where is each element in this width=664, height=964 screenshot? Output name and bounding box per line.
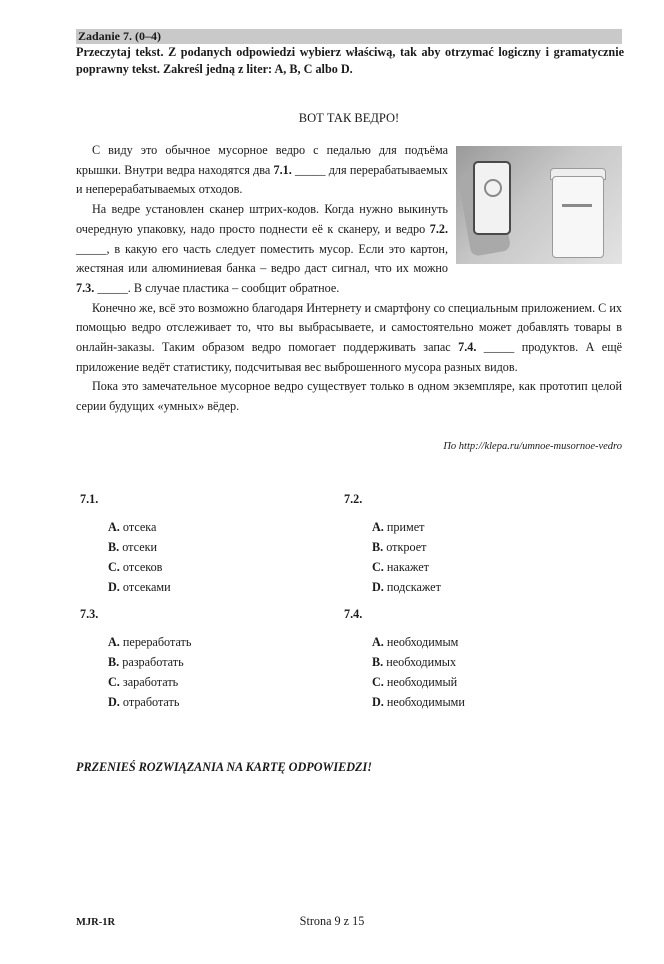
option-c[interactable]: C. накажет — [372, 560, 429, 574]
gap-7-4: 7.4. — [458, 340, 477, 355]
option-c[interactable]: C. отсеков — [108, 560, 163, 574]
option-a[interactable]: A. примет — [372, 520, 425, 534]
option-a[interactable]: A. отсека — [108, 520, 157, 534]
question-7-2 — [344, 490, 441, 597]
option-d[interactable]: D. подскажет — [372, 580, 441, 594]
page-number: Strona 9 z 15 — [299, 914, 365, 928]
trash-bin-icon — [552, 176, 604, 258]
question-7-3 — [80, 605, 191, 712]
gap-7-1: 7.1. — [273, 162, 292, 177]
option-b[interactable]: B. откроет — [372, 540, 427, 554]
question-7-1 — [80, 490, 171, 597]
article-body — [76, 141, 622, 417]
option-b[interactable]: B. разработать — [108, 655, 184, 669]
paragraph-2: На ведре установлен сканер штрих-кодов. Когда нужно выкинуть очередную упаковку, надо просто поднести её к сканеру, и ведро 7.2. _____, в какую его часть следует поместить мусор. Если это картон, жестяная или алюминиевая банка – ведро даст сигнал, что их можно 7.3. _____. В случае пластика – сообщит обратное. — [76, 202, 448, 295]
option-d[interactable]: D. отсеками — [108, 580, 171, 594]
option-d[interactable]: D. отработать — [108, 695, 180, 709]
paragraph-3: Конечно же, всё это возможно благодаря Интернету и смартфону со специальным приложением. С их помощью ведро отслеживает то, что вы выбрасываете, и самостоятельно может добавлять товары в онлайн-заказы. Таким образом ведро помогает поддерживать запас 7.4. _____ продуктов. А ещё приложение ведёт статистику, подсчитывая вес выброшенного мусора разных видов. — [76, 300, 622, 374]
option-b[interactable]: B. отсеки — [108, 540, 158, 554]
question-number: 7.2. — [344, 492, 363, 506]
option-d[interactable]: D. необходимыми — [372, 695, 465, 709]
option-c[interactable]: C. заработать — [108, 675, 179, 689]
article-title: ВОТ ТАК ВЕДРО! — [298, 111, 400, 125]
smartphone-icon — [473, 161, 511, 235]
task-header: Zadanie 7. (0–4) — [76, 29, 622, 44]
option-c[interactable]: C. необходимый — [372, 675, 458, 689]
option-a[interactable]: A. переработать — [108, 635, 192, 649]
option-a[interactable]: A. необходимым — [372, 635, 459, 649]
gap-7-2: 7.2. — [429, 221, 448, 236]
paragraph-1: С виду это обычное мусорное ведро с педалью для подъёма крышки. Внутри ведра находятся два 7.1. _____ для перерабатываемых и неперерабатываемых отходов. — [76, 143, 448, 197]
question-7-4 — [344, 605, 465, 712]
gap-7-3: 7.3. — [76, 280, 95, 295]
transfer-note: PRZENIEŚ ROZWIĄZANIA NA KARTĘ ODPOWIEDZI! — [76, 760, 372, 774]
exam-code: MJR-1R — [76, 917, 116, 928]
task-instruction: Przeczytaj tekst. Z podanych odpowiedzi wybierz właściwą, tak aby otrzymać logiczny i gramatycznie poprawny tekst. Zakreśl jedną z liter: A, B, C albo D. — [76, 45, 624, 76]
question-number: 7.1. — [80, 492, 99, 506]
question-number: 7.4. — [344, 607, 363, 621]
paragraph-4: Пока это замечательное мусорное ведро существует только в одном экземпляре, как прототип целой серии будущих «умных» вёдер. — [76, 379, 622, 414]
smart-bin-photo — [456, 146, 622, 264]
source-citation: По http://klepa.ru/umnoe-musornoe-vedro — [443, 441, 622, 452]
question-number: 7.3. — [80, 607, 99, 621]
option-b[interactable]: B. необходимых — [372, 655, 457, 669]
